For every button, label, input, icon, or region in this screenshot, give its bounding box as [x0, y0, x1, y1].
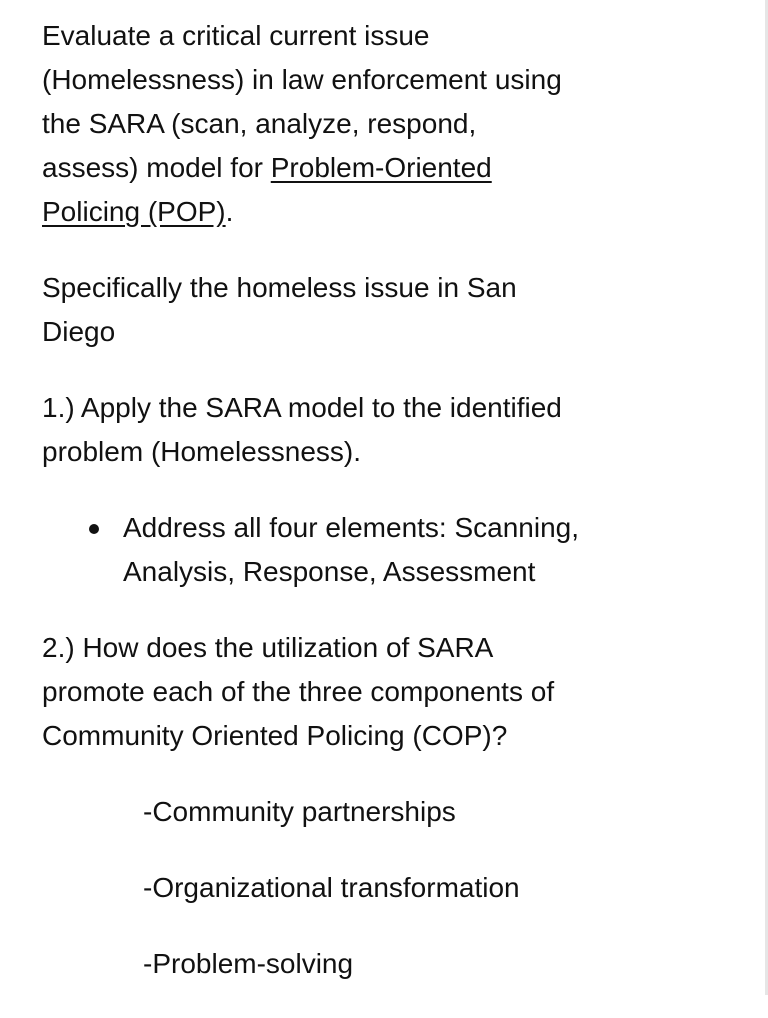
component-item: -Organizational transformation	[143, 872, 520, 903]
question-document	[42, 14, 579, 1018]
question-1	[42, 386, 579, 474]
text-line: Community Oriented Policing (COP)?	[42, 720, 508, 751]
text-line: problem (Homelessness).	[42, 436, 361, 467]
text-line: assess) model for	[42, 152, 271, 183]
period: .	[225, 196, 234, 227]
text-line: 2.) How does the utilization of SARA	[42, 632, 494, 663]
text-line: Evaluate a critical current issue	[42, 20, 430, 51]
text-line: Diego	[42, 316, 116, 347]
specific-paragraph	[42, 266, 579, 354]
text-line: Specifically the homeless issue in San	[42, 272, 517, 303]
text-line: 1.) Apply the SARA model to the identified	[42, 392, 562, 423]
question-2	[42, 626, 579, 758]
component-item: -Community partnerships	[143, 796, 456, 827]
bullet-item	[42, 506, 579, 594]
text-line: promote each of the three components of	[42, 676, 555, 707]
text-line: Address all four elements: Scanning,	[123, 512, 580, 543]
intro-paragraph	[42, 14, 579, 234]
bullet-icon	[89, 524, 99, 534]
text-line: Analysis, Response, Assessment	[123, 556, 536, 587]
text-line: (Homelessness) in law enforcement using	[42, 64, 562, 95]
text-line: the SARA (scan, analyze, respond,	[42, 108, 477, 139]
pop-link-continued[interactable]: Policing (POP)	[42, 196, 226, 227]
pop-link[interactable]: Problem-Oriented	[270, 152, 492, 183]
component-item: -Problem-solving	[143, 948, 354, 979]
